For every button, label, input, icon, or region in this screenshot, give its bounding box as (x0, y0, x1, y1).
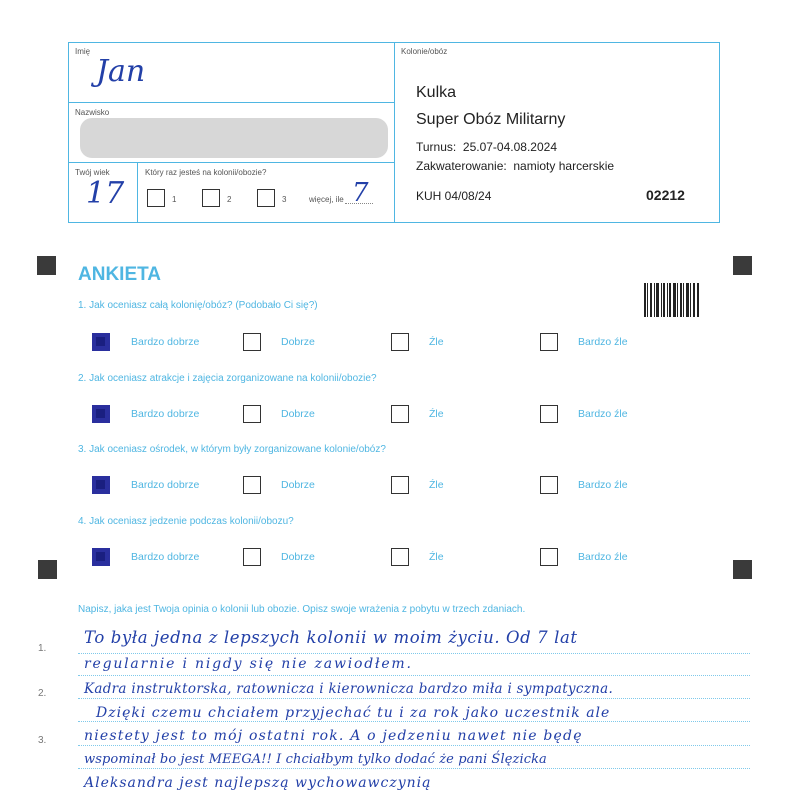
q2-bardzo-zle-checkbox[interactable] (540, 405, 558, 423)
zakwaterowanie: Zakwaterowanie: namioty harcerskie (416, 159, 615, 173)
camp-name: Kulka (416, 84, 457, 101)
q2-dobrze-label: Dobrze (281, 408, 315, 420)
q4-bardzo-zle-checkbox[interactable] (540, 548, 558, 566)
q3-dobrze-checkbox[interactable] (243, 476, 261, 494)
opinion-number-2: 2. (38, 688, 47, 699)
opinion-number-3: 3. (38, 735, 47, 746)
imie-label: Imię (75, 47, 91, 56)
question-3: 3. Jak oceniasz ośrodek, w którym były zorganizowane kolonie/obóz? (78, 444, 386, 455)
header-divider-2 (68, 162, 395, 163)
camp-title: Super Obóz Militarny (416, 111, 566, 128)
q4-bardzo-dobrze-checkbox[interactable] (92, 548, 110, 566)
wiecej-value: 7 (352, 178, 369, 208)
q2-bardzo-dobrze-label: Bardzo dobrze (131, 408, 200, 420)
q1-zle-label: Źle (429, 336, 444, 348)
opinion-line-3: Kadra instruktorska, ratownicza i kierownicza bardzo miła i sympatyczna. (84, 681, 614, 697)
q1-bardzo-zle-checkbox[interactable] (540, 333, 558, 351)
imie-value: Jan (96, 54, 146, 89)
wiek-label: Twój wiek (75, 168, 110, 177)
question-1: 1. Jak oceniasz całą kolonię/obóz? (Podobało Ci się?) (78, 300, 318, 311)
q4-dobrze-label: Dobrze (281, 551, 315, 563)
wiek-value: 17 (86, 176, 125, 211)
camp-code: KUH 04/08/24 (416, 189, 492, 203)
registration-marker-top-right (733, 256, 752, 275)
form-number: 02212 (646, 187, 685, 203)
q3-dobrze-label: Dobrze (281, 479, 315, 491)
ktory-raz-checkbox-2[interactable] (202, 189, 220, 207)
registration-marker-top-left (37, 256, 56, 275)
q3-bardzo-dobrze-checkbox[interactable] (92, 476, 110, 494)
survey-title: ANKIETA (78, 264, 162, 285)
ktory-raz-checkbox-1[interactable] (147, 189, 165, 207)
q3-zle-checkbox[interactable] (391, 476, 409, 494)
registration-marker-mid-right (733, 560, 752, 579)
opinion-prompt: Napisz, jaka jest Twoja opinia o kolonii lub obozie. Opisz swoje wrażenia z pobytu w trzech zdaniach. (78, 604, 526, 615)
q3-zle-label: Źle (429, 479, 444, 491)
header-divider-1 (68, 102, 395, 103)
kolonia-label: Kolonie/obóz (401, 47, 448, 56)
opinion-dotline (78, 745, 750, 746)
nazwisko-redacted (80, 118, 388, 158)
opinion-dotline (78, 768, 750, 769)
opinion-dotline (78, 698, 750, 699)
q2-zle-checkbox[interactable] (391, 405, 409, 423)
opinion-line-1: To była jedna z lepszych kolonii w moim życiu. Od 7 lat (84, 628, 578, 647)
opinion-dotline (78, 675, 750, 676)
q2-bardzo-dobrze-checkbox[interactable] (92, 405, 110, 423)
opinion-line-2: regularnie i nigdy się nie zawiodłem. (84, 656, 413, 672)
question-2: 2. Jak oceniasz atrakcje i zajęcia zorganizowane na kolonii/obozie? (78, 373, 377, 384)
q2-zle-label: Źle (429, 408, 444, 420)
opinion-line-6: wspominał bo jest MEEGA!! I chciałbym tylko dodać że pani Ślęzicka (84, 752, 547, 767)
q4-zle-checkbox[interactable] (391, 548, 409, 566)
ktory-raz-option-2: 2 (227, 195, 232, 204)
question-4: 4. Jak oceniasz jedzenie podczas kolonii/obozu? (78, 516, 294, 527)
wiecej-label: więcej, ile (309, 195, 344, 204)
q4-bardzo-zle-label: Bardzo źle (578, 551, 628, 563)
nazwisko-label: Nazwisko (75, 108, 110, 117)
q1-bardzo-zle-label: Bardzo źle (578, 336, 628, 348)
q1-bardzo-dobrze-label: Bardzo dobrze (131, 336, 200, 348)
q4-zle-label: Źle (429, 551, 444, 563)
q1-dobrze-checkbox[interactable] (243, 333, 261, 351)
opinion-line-4: Dzięki czemu chciałem przyjechać tu i za rok jako uczestnik ale (96, 705, 611, 721)
opinion-dotline (78, 653, 750, 654)
q2-dobrze-checkbox[interactable] (243, 405, 261, 423)
q1-bardzo-dobrze-checkbox[interactable] (92, 333, 110, 351)
barcode (644, 283, 700, 317)
ktory-raz-option-3: 3 (282, 195, 287, 204)
opinion-line-5: niestety jest to mój ostatni rok. A o jedzeniu nawet nie będę (84, 728, 583, 744)
ktory-raz-label: Który raz jesteś na kolonii/obozie? (145, 168, 267, 177)
q3-bardzo-zle-label: Bardzo źle (578, 479, 628, 491)
q4-bardzo-dobrze-label: Bardzo dobrze (131, 551, 200, 563)
ktory-raz-option-1: 1 (172, 195, 177, 204)
q3-bardzo-zle-checkbox[interactable] (540, 476, 558, 494)
header-divider-3 (137, 162, 138, 223)
q3-bardzo-dobrze-label: Bardzo dobrze (131, 479, 200, 491)
q4-dobrze-checkbox[interactable] (243, 548, 261, 566)
ktory-raz-checkbox-3[interactable] (257, 189, 275, 207)
opinion-dotline (78, 721, 750, 722)
turnus: Turnus: 25.07-04.08.2024 (416, 140, 557, 154)
q2-bardzo-zle-label: Bardzo źle (578, 408, 628, 420)
opinion-number-1: 1. (38, 643, 47, 654)
registration-marker-mid-left (38, 560, 57, 579)
q1-dobrze-label: Dobrze (281, 336, 315, 348)
q1-zle-checkbox[interactable] (391, 333, 409, 351)
opinion-line-7: Aleksandra jest najlepszą wychowawczynią (84, 775, 432, 791)
header-divider-vertical (394, 42, 395, 223)
